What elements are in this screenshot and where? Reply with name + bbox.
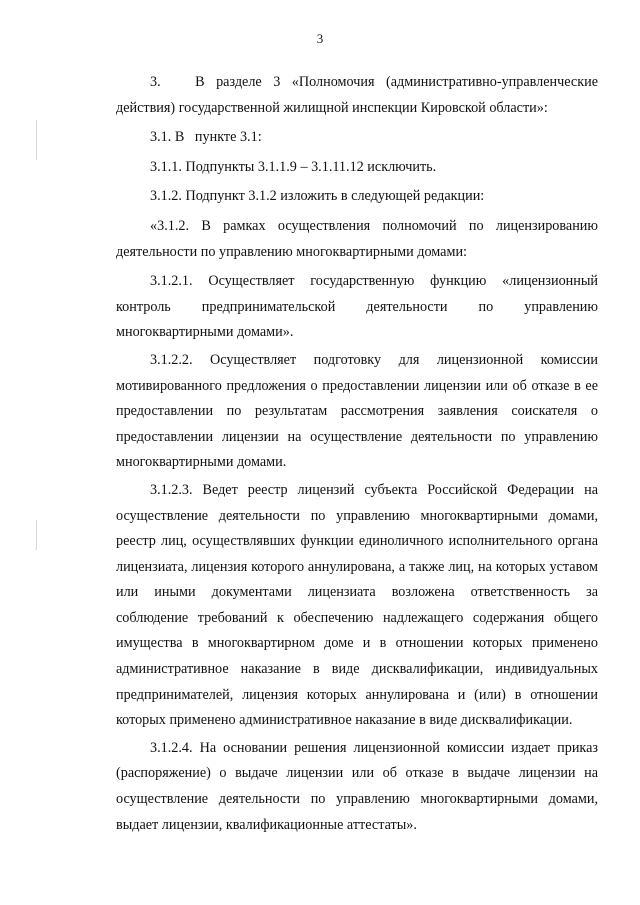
page-number: 3 [316, 31, 324, 46]
scan-margin-mark [36, 120, 37, 160]
paragraph-3-1-2-quoted: «3.1.2. В рамках осуществления полномочий по лицензированию деятельности по управлению многоквартирными домами: [116, 217, 598, 260]
paragraph-3-1-2-2: 3.1.2.2. Осуществляет подготовку для лицензионной комиссии мотивированного предложения о предоставлении лицензии или об отказе в ее предоставлении по результатам рассмотрения заявления соискателя о предоставлении лицензии на осуществление деятельности по управлению многоквартирными домами. [116, 351, 598, 471]
paragraph-3-1-2: 3.1.2. Подпункт 3.1.2 изложить в следующей редакции: [150, 188, 485, 205]
paragraph-3-1-1: 3.1.1. Подпункты 3.1.1.9 – 3.1.11.12 исключить. [150, 158, 437, 175]
paragraph-3-1-2-1: 3.1.2.1. Осуществляет государственную функцию «лицензионный контроль предпринимательской деятельности по управлению многоквартирными домами». [116, 273, 598, 341]
document-body [116, 70, 598, 838]
paragraph-3-1-2-3: 3.1.2.3. Ведет реестр лицензий субъекта Российской Федерации на осуществление деятельности по управлению многоквартирными домами, реестр лиц, осуществлявших функции единоличного исполнительного органа лицензиата, лицензия которого аннулирована, а также лиц, на которых уставом или иными документами лицензиата возложена ответственность за соблюдение требований к обеспечению надлежащего содержания общего имущества в многоквартирном доме и в отношении которых применено административное наказание в виде дисквалификации, индивидуальных предпринимателей, лицензия которых аннулирована и (или) в отношении которых применено административное наказание в виде дисквалификации. [116, 481, 598, 729]
paragraph-3-1-2-4: 3.1.2.4. На основании решения лицензионной комиссии издает приказ (распоряжение) о выдаче лицензии или об отказе в выдаче лицензии на осуществление деятельности по управлению многоквартирными домами, выдает лицензии, квалификационные аттестаты». [116, 739, 598, 833]
scan-margin-mark [36, 520, 37, 550]
paragraph-3-1: 3.1. В пункте 3.1: [150, 129, 262, 146]
paragraph-section-3-intro: 3. В разделе 3 «Полномочия (административно-управленческие действия) государственной жилищной инспекции Кировской области»: [116, 74, 598, 116]
